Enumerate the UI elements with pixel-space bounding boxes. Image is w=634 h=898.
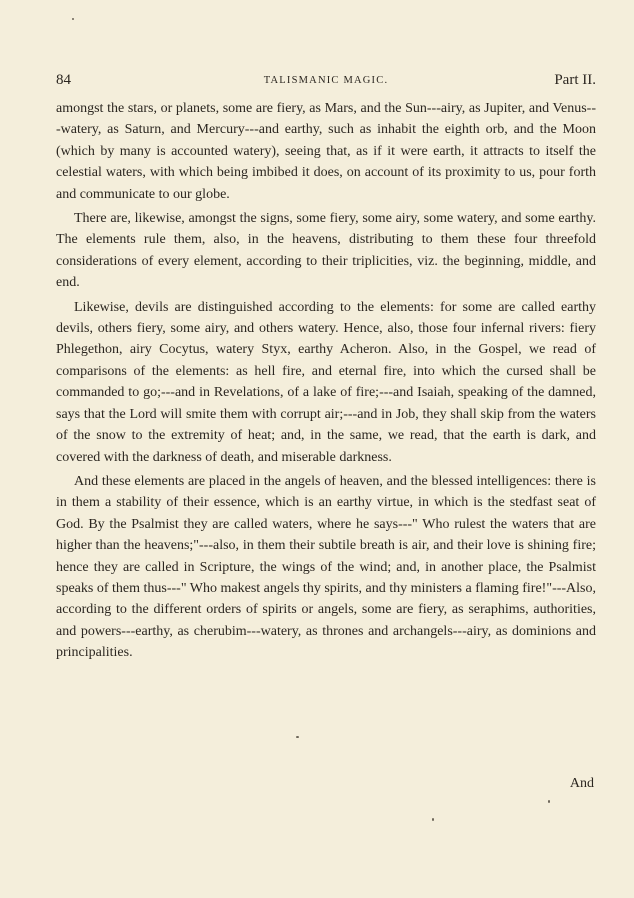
paper-speck — [432, 818, 434, 821]
paragraph-continued: amongst the stars, or planets, some are fiery, as Mars, and the Sun---airy, as Jupiter, and Venus---watery, as Saturn, and Mercury---and earthy, such as inhabit the eighth orb, and the Moon (which by many is accounted watery), seeing that, as if it were earth, it attracts to itself the celestial waters, with which being imbibed it does, on account of its proximity to us, pour forth and communicate to our globe. — [56, 101, 596, 202]
running-header — [56, 72, 596, 92]
paper-speck — [72, 18, 74, 20]
paper-speck — [548, 800, 550, 803]
part-label: Part II. — [554, 72, 596, 88]
paragraph: And these elements are placed in the angels of heaven, and the blessed intelligences: there is in them a stability of their essence, which is an earthy virtue, in which is the stedfast seat of God. By the Psalmist they are called waters, where he says---" Who rulest the waters that are higher than the heavens;"---also, in them their subtile breath is air, and their love is shining fire; hence they are called in Scripture, the wings of the wind; and, in another place, the Psalmist speaks of them thus---" Who makest angels thy spirits, and thy ministers a flaming fire!"---Also, according to the different orders of spirits or angels, some are fiery, as seraphims, authorities, and powers---earthy, as cherubim---watery, as thrones and archangels---airy, as dominions and principalities. — [56, 473, 596, 661]
catchword: And — [569, 776, 594, 791]
paragraph: Likewise, devils are distinguished according to the elements: for some are called earthy devils, others fiery, some airy, and others watery. Hence, also, those four infernal rivers: fiery Phlegethon, airy Cocytus, watery Styx, earthy Acheron. Also, in the Gospel, we read of comparisons of the elements: as hell fire, and eternal fire, into which the cursed shall be commanded to go;---and in Revelations, of a lake of fire;---and Isaiah, speaking of the damned, says that the Lord will smite them with corrupt air;---and in Job, they shall skip from the waters of the snow to the extremity of heat; and, in the same, we read, that the earth is dark, and covered with the darkness of death, and miserable darkness. — [56, 299, 596, 465]
page-number: 84 — [56, 72, 71, 88]
paper-speck — [296, 736, 299, 738]
paragraph: There are, likewise, amongst the signs, some fiery, some airy, some watery, and some earthy. The elements rule them, also, in the heavens, distributing to them these four threefold considerations of every element, according to their triplicities, viz. the beginning, middle, and end. — [56, 211, 596, 291]
page-body — [56, 98, 596, 664]
running-title: TALISMANIC MAGIC. — [263, 75, 389, 86]
